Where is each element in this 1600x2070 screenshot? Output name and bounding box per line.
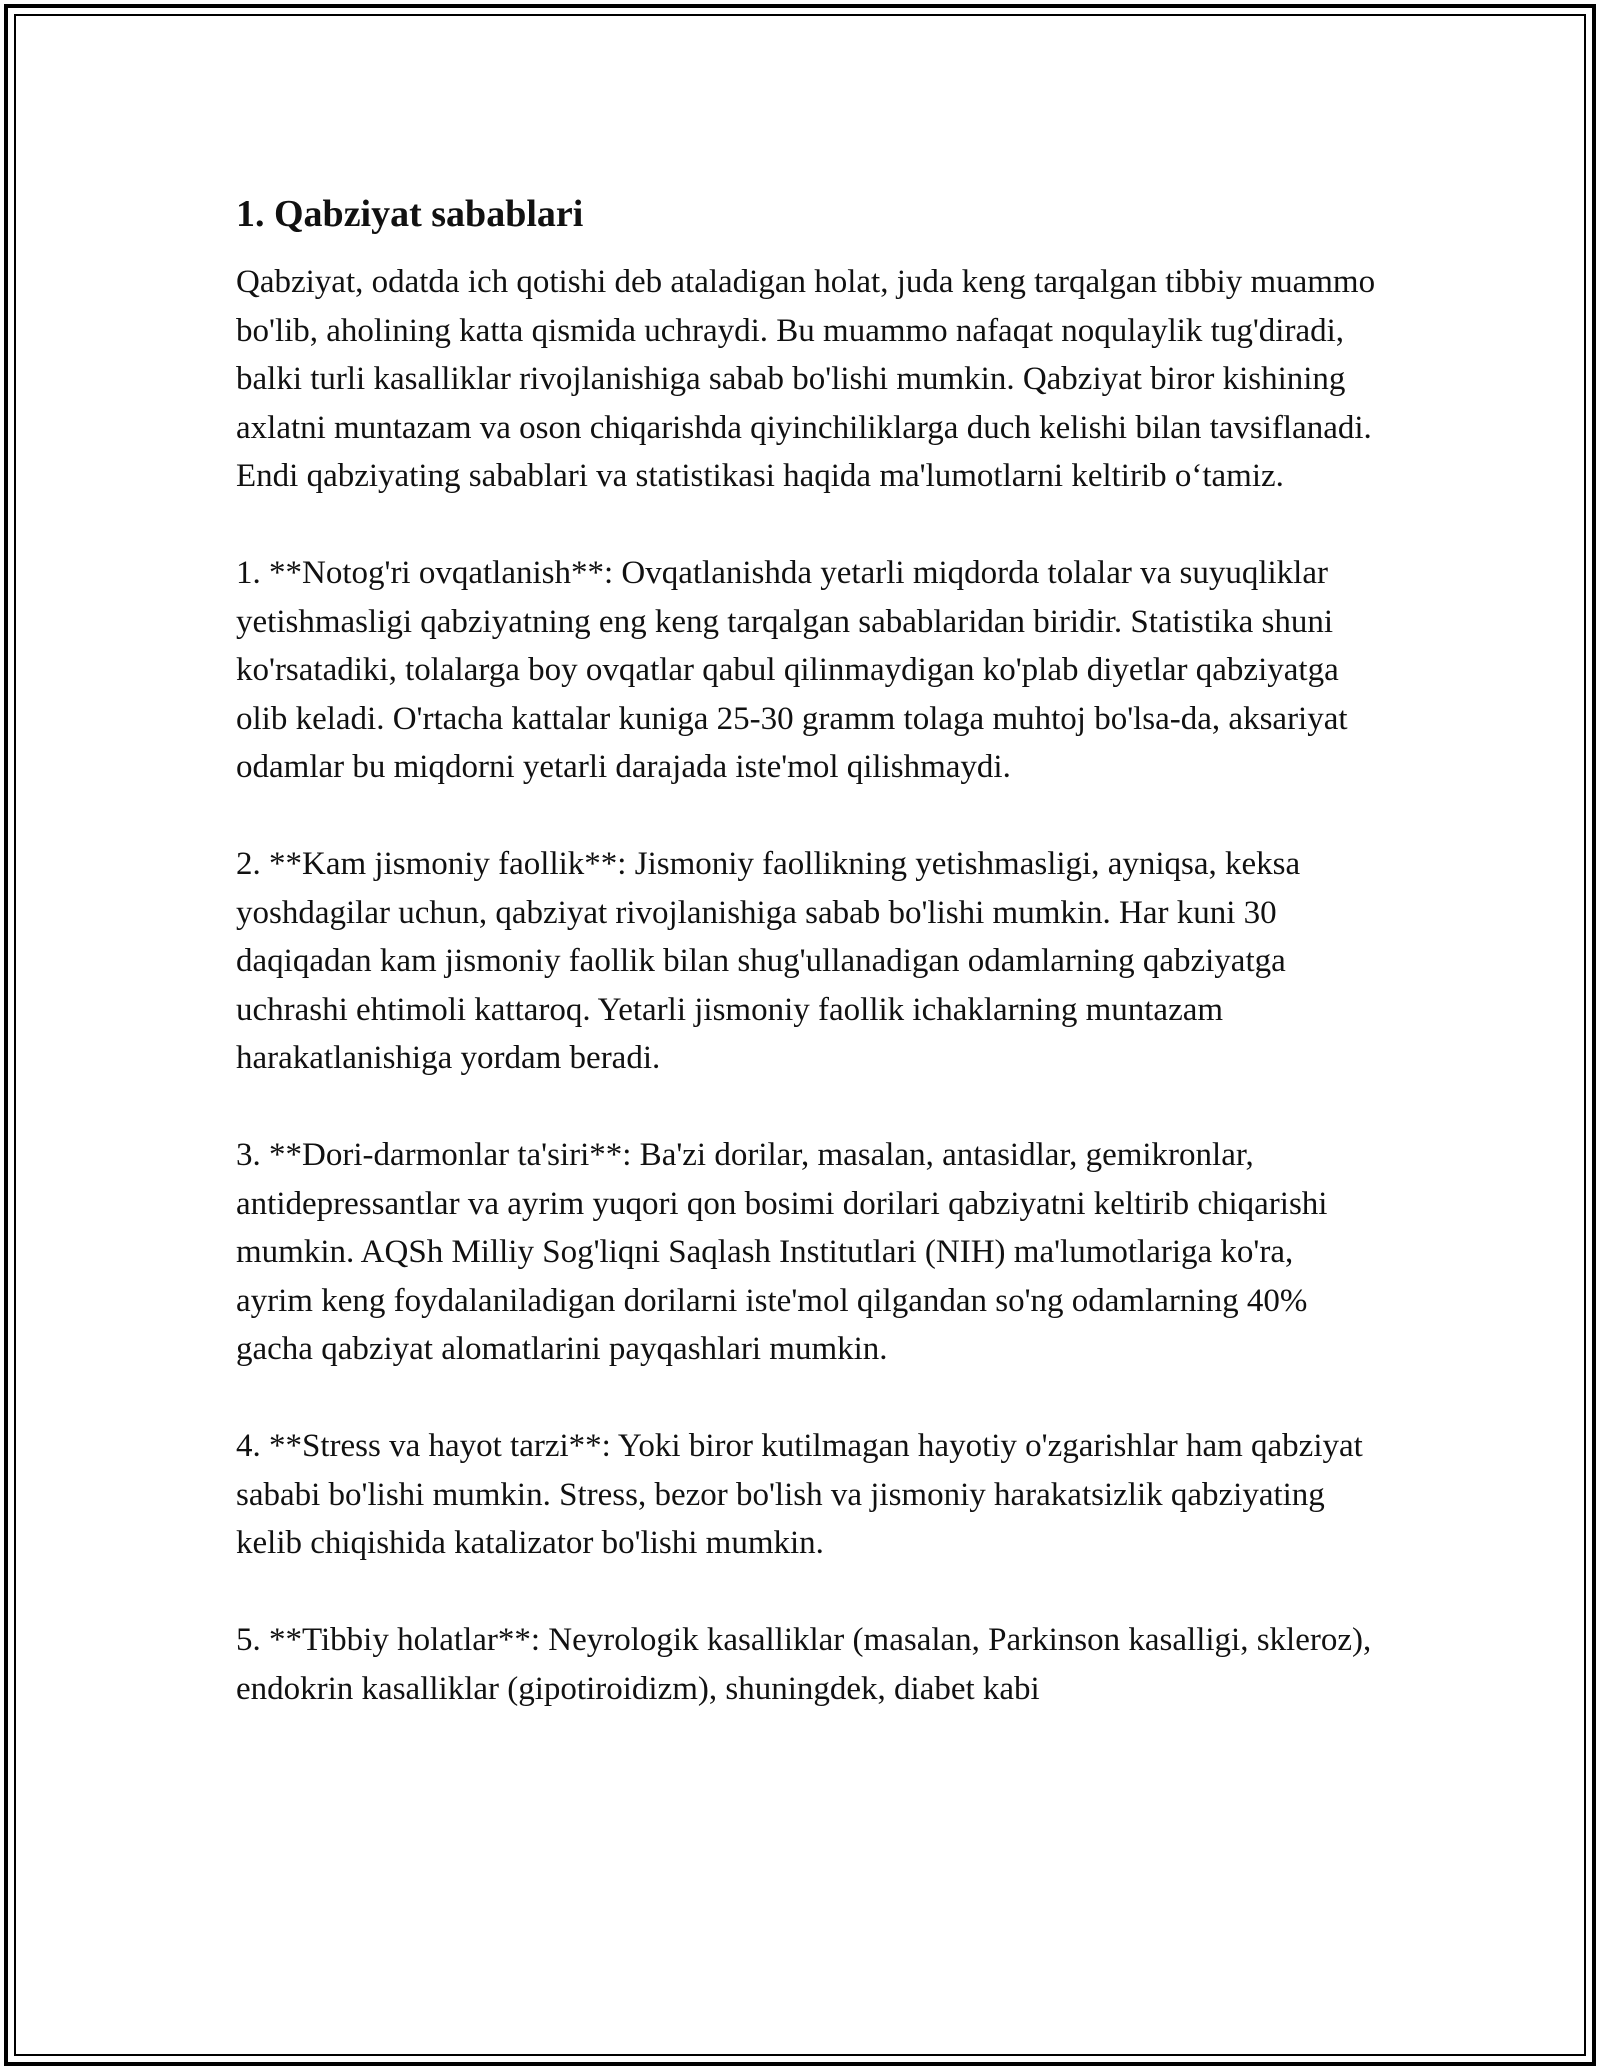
- cause-paragraph-diet: 1. **Notog'ri ovqatlanish**: Ovqatlanishda yetarli miqdorda tolalar va suyuqliklar yetishmasligi qabziyatning eng keng tarqalgan sabablaridan biridir. Statistika shuni ko'rsatadiki, tolalarga boy ovqatlar qabul qilinmaydigan ko'plab diyetlar qabziyatga olib keladi. O'rtacha kattalar kuniga 25-30 gramm tolaga muhtoj bo'lsa-da, aksariyat odamlar bu miqdorni yetarli darajada iste'mol qilishmaydi.: [236, 555, 1348, 785]
- cause-paragraph-medical: 5. **Tibbiy holatlar**: Neyrologik kasalliklar (masalan, Parkinson kasalligi, skleroz), endokrin kasalliklar (gipotiroidizm), shuningdek, diabet kabi: [236, 1622, 1372, 1707]
- document-body: [236, 190, 1376, 1762]
- cause-paragraph-medication: 3. **Dori-darmonlar ta'siri**: Ba'zi dorilar, masalan, antasidlar, gemikronlar, antidepressantlar va ayrim yuqori qon bosimi dorilari qabziyatni keltirib chiqarishi mumkin. AQSh Milliy Sog'liqni Saqlash Institutlari (NIH) ma'lumotlariga ko'ra, ayrim keng foydalaniladigan dorilarni iste'mol qilgandan so'ng odamlarning 40% gacha qabziyat alomatlarini payqashlari mumkin.: [236, 1137, 1328, 1367]
- section-heading: 1. Qabziyat sabablari: [236, 193, 584, 235]
- cause-paragraph-activity: 2. **Kam jismoniy faollik**: Jismoniy faollikning yetishmasligi, ayniqsa, keksa yoshdagilar uchun, qabziyat rivojlanishiga sabab bo'lishi mumkin. Har kuni 30 daqiqadan kam jismoniy faollik bilan shug'ullanadigan odamlarning qabziyatga uchrashi ehtimoli kattaroq. Yetarli jismoniy faollik ichaklarning muntazam harakatlanishiga yordam beradi.: [236, 846, 1301, 1076]
- intro-paragraph: Qabziyat, odatda ich qotishi deb ataladigan holat, juda keng tarqalgan tibbiy muammo bo'lib, aholining katta qismida uchraydi. Bu muammo nafaqat noqulaylik tug'diradi, balki turli kasalliklar rivojlanishiga sabab bo'lishi mumkin. Qabziyat biror kishining axlatni muntazam va oson chiqarishda qiyinchiliklarga duch kelishi bilan tavsiflanadi. Endi qabziyating sabablari va statistikasi haqida ma'lumotlarni keltirib o‘tamiz.: [236, 264, 1376, 494]
- cause-paragraph-stress: 4. **Stress va hayot tarzi**: Yoki biror kutilmagan hayotiy o'zgarishlar ham qabziyat sababi bo'lishi mumkin. Stress, bezor bo'lish va jismoniy harakatsizlik qabziyating kelib chiqishida katalizator bo'lishi mumkin.: [236, 1428, 1363, 1561]
